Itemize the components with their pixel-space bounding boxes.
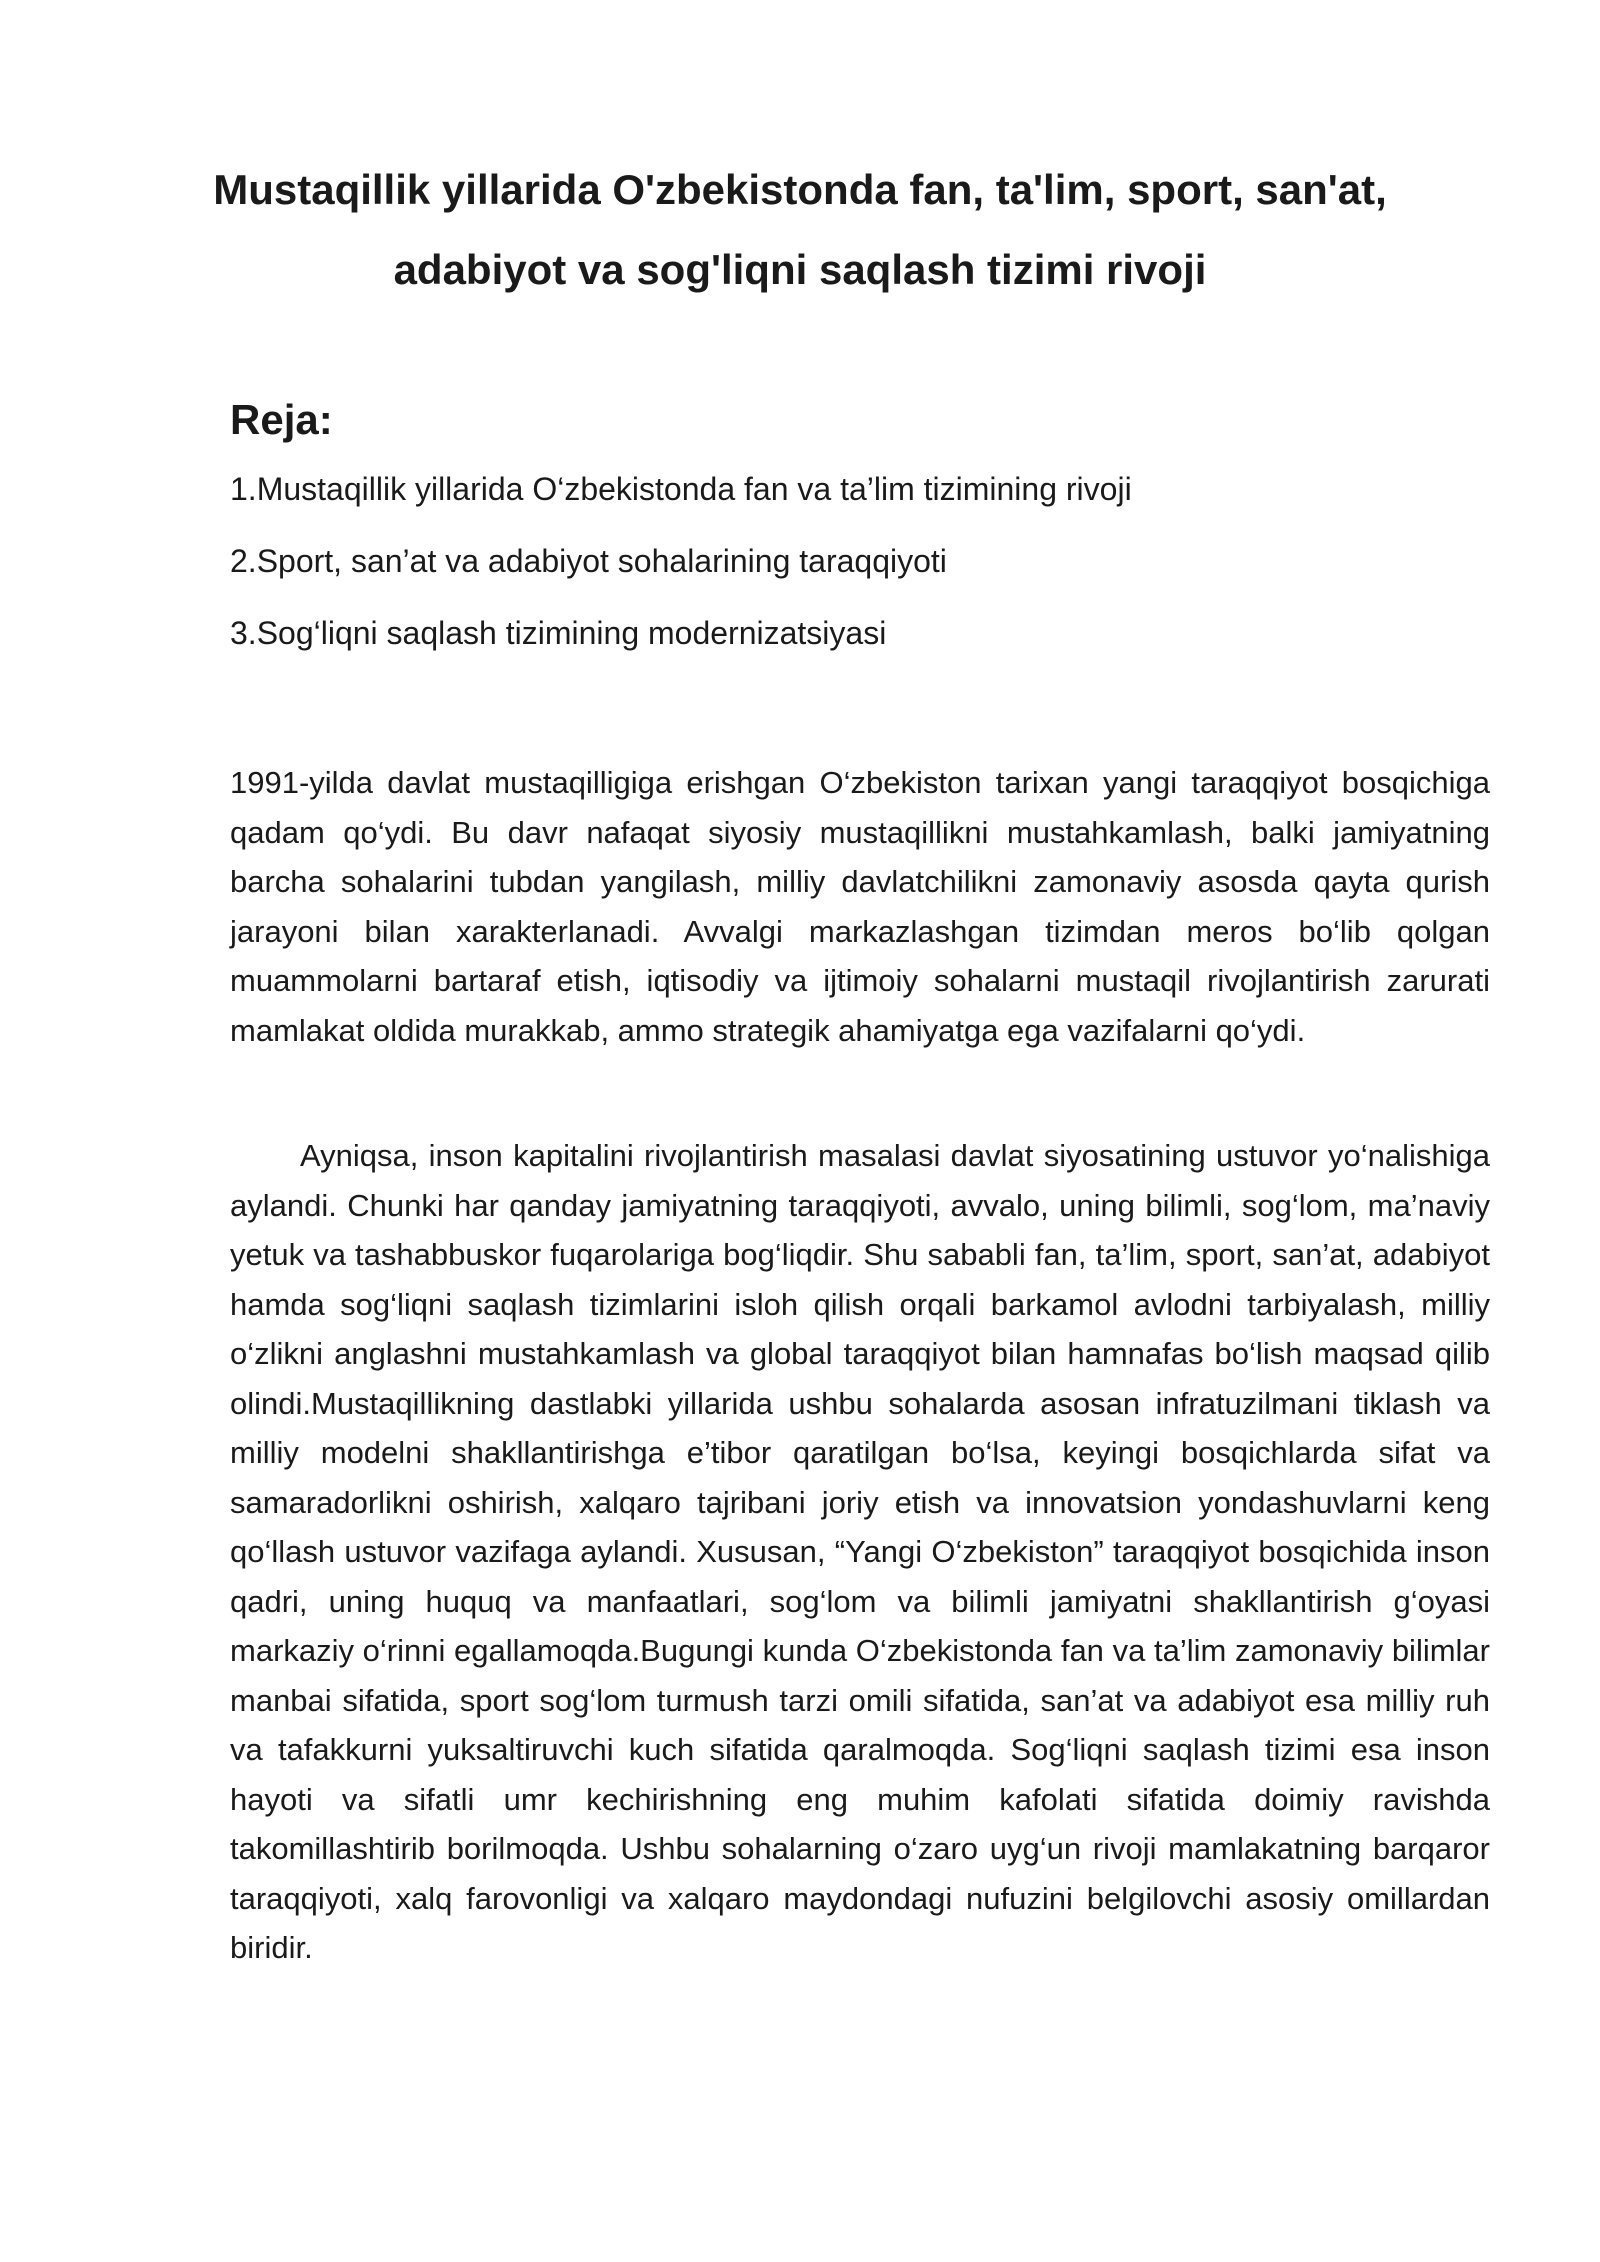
- plan-list: [230, 467, 1430, 683]
- plan-item: 1.Mustaqillik yillarida O‘zbekistonda fan va ta’lim tizimining rivoji: [230, 471, 1132, 507]
- body-paragraph: 1991-yilda davlat mustaqilligiga erishgan O‘zbekiston tarixan yangi taraqqiyot bosqichiga qadam qo‘ydi. Bu davr nafaqat siyosiy mustaqillikni mustahkamlash, balki jamiyatning barcha sohalarini tubdan yangilash, milliy davlatchilikni zamonaviy asosda qayta qurish jarayoni bilan xarakterlanadi. Avvalgi markazlashgan tizimdan meros bo‘lib qolgan muammolarni bartaraf etish, iqtisodiy va ijtimoiy sohalarni mustaqil rivojlantirish zarurati mamlakat oldida murakkab, ammo strategik ahamiyatga ega vazifalarni qo‘ydi.: [230, 765, 1490, 1048]
- document-title: Mustaqillik yillarida O'zbekistonda fan, ta'lim, sport, san'at, adabiyot va sog'liqni saqlash tizimi rivoji: [213, 166, 1387, 293]
- plan-item: 2.Sport, san’at va adabiyot sohalarining taraqqiyoti: [230, 543, 947, 579]
- plan-heading: Reja:: [230, 396, 333, 443]
- plan-item: 3.Sog‘liqni saqlash tizimining modernizatsiyasi: [230, 615, 887, 651]
- body-paragraph: Ayniqsa, inson kapitalini rivojlantirish masalasi davlat siyosatining ustuvor yo‘nalishiga aylandi. Chunki har qanday jamiyatning taraqqiyoti, avvalo, uning bilimli, sog‘lom, ma’naviy yetuk va tashabbuskor fuqarolariga bog‘liqdir. Shu sababli fan, ta’lim, sport, san’at, adabiyot hamda sog‘liqni saqlash tizimlarini isloh qilish orqali barkamol avlodni tarbiyalash, milliy o‘zlikni anglashni mustahkamlash va global taraqqiyot bilan hamnafas bo‘lish maqsad qilib olindi.Mustaqillikning dastlabki yillarida ushbu sohalarda asosan infratuzilmani tiklash va milliy modelni shakllantirishga e’tibor qaratilgan bo‘lsa, keyingi bosqichlarda sifat va samaradorlikni oshirish, xalqaro tajribani joriy etish va innovatsion yondashuvlarni keng qo‘llash ustuvor vazifaga aylandi. Xususan, “Yangi O‘zbekiston” taraqqiyot bosqichida inson qadri, uning huquq va manfaatlari, sog‘lom va bilimli jamiyatni shakllantirish g‘oyasi markaziy o‘rinni egallamoqda.Bugungi kunda O‘zbekistonda fan va ta’lim zamonaviy bilimlar manbai sifatida, sport sog‘lom turmush tarzi omili sifatida, san’at va adabiyot esa milliy ruh va tafakkurni yuksaltiruvchi kuch sifatida qaralmoqda. Sog‘liqni saqlash tizimi esa inson hayoti va sifatli umr kechirishning eng muhim kafolati sifatida doimiy ravishda takomillashtirib borilmoqda. Ushbu sohalarning o‘zaro uyg‘un rivoji mamlakatning barqaror taraqqiyoti, xalq farovonligi va xalqaro maydondagi nufuzini belgilovchi asosiy omillardan biridir.: [230, 1138, 1490, 1965]
